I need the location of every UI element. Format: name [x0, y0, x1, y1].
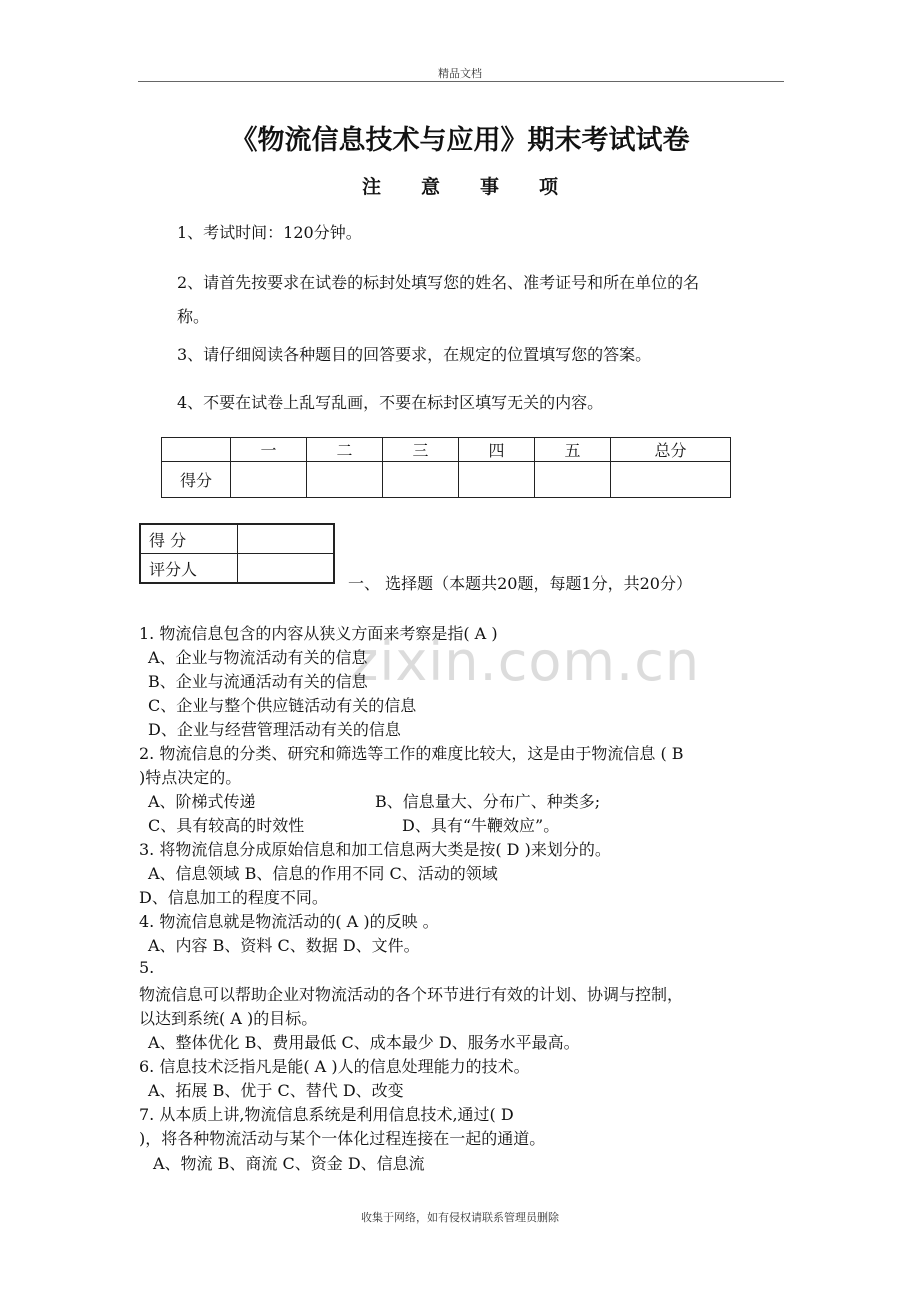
q1-option-b: B、企业与流通活动有关的信息 [148, 672, 368, 691]
score-cell-3[interactable] [383, 462, 459, 498]
q6-options: A、拓展 B、优于 C、替代 D、改变 [148, 1081, 404, 1100]
question-6: 6. 信息技术泛指凡是能( A )人的信息处理能力的技术。 [139, 1057, 530, 1076]
q5-options: A、整体优化 B、费用最低 C、成本最少 D、服务水平最高。 [148, 1033, 580, 1052]
score-cell-5[interactable] [535, 462, 611, 498]
q1-option-a: A、企业与物流活动有关的信息 [148, 648, 368, 667]
q2-option-c: C、具有较高的时效性 [148, 816, 305, 835]
header-rule [138, 81, 784, 82]
q4-options: A、内容 B、资料 C、数据 D、文件。 [148, 936, 420, 955]
q3-options-abc: A、信息领域 B、信息的作用不同 C、活动的领域 [148, 864, 498, 883]
question-5: 物流信息可以帮助企业对物流活动的各个环节进行有效的计划、协调与控制， [139, 985, 684, 1004]
score-table-score-row [162, 462, 731, 498]
section-title: 一、 选择题（本题共20题，每题1分，共20分） [348, 574, 692, 593]
score-row-label: 得分 [162, 462, 231, 498]
score-col-4: 四 [459, 438, 535, 462]
question-1: 1. 物流信息包含的内容从狭义方面来考察是指( A ) [139, 624, 498, 643]
grader-score-cell[interactable] [238, 524, 335, 554]
score-col-1: 一 [231, 438, 307, 462]
question-5-number: 5. [139, 958, 155, 977]
notice-heading: 注意事项 [361, 176, 598, 198]
score-cell-4[interactable] [459, 462, 535, 498]
q2-option-b: B、信息量大、分布广、种类多; [375, 792, 601, 811]
question-4: 4. 物流信息就是物流活动的( A )的反映 。 [139, 912, 439, 931]
exam-title: 《物流信息技术与应用》期末考试试卷 [230, 125, 690, 156]
score-table [161, 437, 731, 498]
score-col-5: 五 [535, 438, 611, 462]
score-col-total: 总分 [611, 438, 731, 462]
score-cell-total[interactable] [611, 462, 731, 498]
question-5-cont: 以达到系统( A )的目标。 [139, 1009, 318, 1028]
question-3: 3. 将物流信息分成原始信息和加工信息两大类是按( D )来划分的。 [139, 840, 611, 859]
q7-options: A、物流 B、商流 C、资金 D、信息流 [153, 1154, 425, 1173]
grader-box [139, 523, 335, 584]
q3-option-d: D、信息加工的程度不同。 [139, 888, 328, 907]
notice-rule-4: 4、不要在试卷上乱写乱画，不要在标封区填写无关的内容。 [177, 393, 604, 412]
notice-rule-1: 1、考试时间：120分钟。 [177, 223, 362, 242]
notice-rule-3: 3、请仔细阅读各种题目的回答要求，在规定的位置填写您的答案。 [177, 345, 652, 364]
question-2: 2. 物流信息的分类、研究和筛选等工作的难度比较大，这是由于物流信息 ( B [139, 744, 684, 763]
page-header: 精品文档 [438, 67, 482, 80]
question-2-cont: )特点决定的。 [139, 768, 242, 787]
score-table-corner [162, 438, 231, 462]
q1-option-c: C、企业与整个供应链活动有关的信息 [148, 696, 417, 715]
question-7-cont: )，将各种物流活动与某个一体化过程连接在一起的通道。 [139, 1129, 546, 1148]
score-col-3: 三 [383, 438, 459, 462]
q2-option-a: A、阶梯式传递 [148, 792, 256, 811]
score-col-2: 二 [307, 438, 383, 462]
grader-score-label: 得 分 [140, 524, 238, 554]
grader-name-cell[interactable] [238, 554, 335, 584]
page-footer: 收集于网络，如有侵权请联系管理员删除 [361, 1211, 559, 1224]
notice-rule-2-cont: 称。 [177, 307, 210, 326]
q2-option-d: D、具有“牛鞭效应”。 [402, 816, 560, 835]
score-cell-1[interactable] [231, 462, 307, 498]
notice-rule-2: 2、请首先按要求在试卷的标封处填写您的姓名、准考证号和所在单位的名 [177, 273, 700, 292]
question-7: 7. 从本质上讲,物流信息系统是利用信息技术,通过( D [139, 1105, 514, 1124]
watermark: zixin.com.cn [350, 630, 701, 693]
grader-name-label: 评分人 [140, 554, 238, 584]
score-cell-2[interactable] [307, 462, 383, 498]
score-table-header-row [162, 438, 731, 462]
q1-option-d: D、企业与经营管理活动有关的信息 [148, 720, 401, 739]
